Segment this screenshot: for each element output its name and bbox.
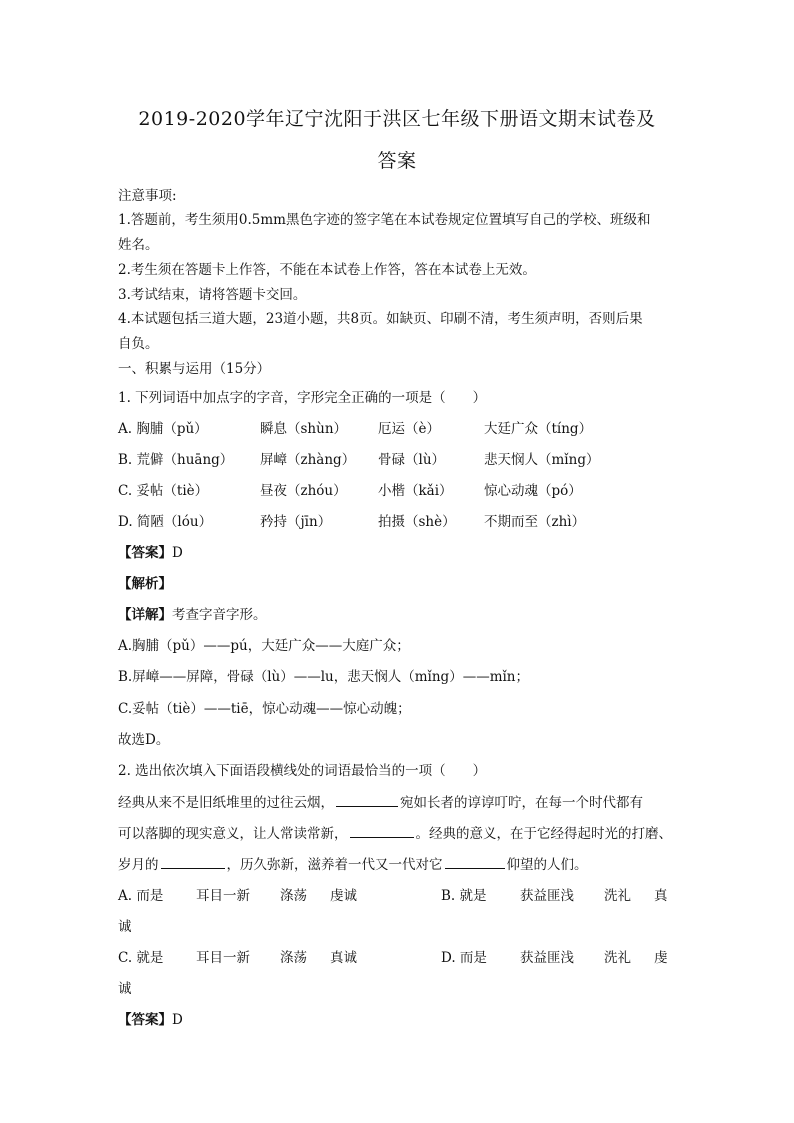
option-cell: 不期而至（zhì） bbox=[484, 514, 586, 530]
option-cell: 矜持（jīn） bbox=[260, 514, 332, 530]
option-cell: 屏嶂（zhàng） bbox=[260, 452, 356, 468]
q2-option-a-word2: 涤荡 bbox=[280, 888, 307, 904]
option-cell: A. 胸脯（pǔ） bbox=[118, 421, 208, 437]
q2-option-c-word3: 真诚 bbox=[330, 950, 357, 966]
passage-text: 可以落脚的现实意义，让人常读常新， bbox=[118, 826, 348, 842]
q2-option-b-wrap: 诚 bbox=[118, 919, 132, 935]
note-3: 3.考试结束，请将答题卡交回。 bbox=[118, 287, 307, 303]
option-cell: 大廷广众（tíng） bbox=[484, 421, 593, 437]
answer-label: 【答案】 bbox=[118, 545, 172, 561]
explanation-a: A.胸脯（pǔ）——pú，大廷广众——大庭广众； bbox=[118, 638, 410, 654]
detail-text: 考查字音字形。 bbox=[172, 607, 267, 623]
analysis-label: 【解析】 bbox=[118, 576, 172, 592]
q2-option-c-word1: 耳目一新 bbox=[196, 950, 250, 966]
passage-text: ，历久弥新，滋养着一代又一代对它 bbox=[226, 857, 443, 873]
section-heading: 一、积累与运用（15分） bbox=[118, 361, 271, 377]
q2-option-a-word3: 虔诚 bbox=[330, 888, 357, 904]
q2-option-d-wrap: 诚 bbox=[118, 981, 132, 997]
q2-option-c-word2: 涤荡 bbox=[280, 950, 307, 966]
q2-option-a-label: A. 而是 bbox=[118, 888, 164, 904]
note-1-cont: 姓名。 bbox=[118, 237, 159, 253]
q2-option-d-word3: 虔 bbox=[654, 950, 668, 966]
q1-answer bbox=[118, 541, 183, 561]
explanation-b: B.屏嶂——屏障，骨碌（lù）——lu，悲天悯人（mǐng）——mǐn； bbox=[118, 669, 530, 685]
question-1: 1. 下列词语中加点字的字音，字形完全正确的一项是（ ） bbox=[118, 390, 487, 406]
passage-line-3 bbox=[118, 853, 588, 873]
option-cell: 悲天悯人（mǐng） bbox=[484, 452, 600, 468]
option-cell: D. 简陋（lóu） bbox=[118, 514, 213, 530]
document-title-line2: 答案 bbox=[377, 150, 417, 172]
passage-text: 仰望的人们。 bbox=[506, 857, 588, 873]
option-cell: B. 荒僻（huāng） bbox=[118, 452, 234, 468]
fill-blank-4 bbox=[445, 854, 505, 869]
option-cell: 惊心动魂（pó） bbox=[484, 483, 582, 499]
passage-text: 经典从来不是旧纸堆里的过往云烟， bbox=[118, 795, 334, 811]
explanation-c: C.妥帖（tiè）——tiē，惊心动魂——惊心动魄； bbox=[118, 701, 411, 717]
q2-option-d-label: D. 而是 bbox=[441, 950, 487, 966]
q2-option-d-word2: 洗礼 bbox=[604, 950, 631, 966]
q2-option-b-word3: 真 bbox=[654, 888, 668, 904]
passage-text: 岁月的 bbox=[118, 857, 159, 873]
q2-option-d-word1: 获益匪浅 bbox=[520, 950, 574, 966]
option-cell: 拍摄（shè） bbox=[378, 514, 456, 530]
passage-text: 。经典的意义，在于它经得起时光的打磨、 bbox=[415, 826, 672, 842]
note-1: 1.答题前，考生须用0.5mm黑色字迹的签字笔在本试卷规定位置填写自己的学校、班级和 bbox=[118, 212, 651, 228]
conclusion: 故选D。 bbox=[118, 732, 170, 748]
question-2: 2. 选出依次填入下面语段横线处的词语最恰当的一项（ ） bbox=[118, 763, 487, 779]
passage-text: 宛如长者的谆谆叮咛，在每一个时代都有 bbox=[400, 795, 643, 811]
note-4-cont: 自负。 bbox=[118, 336, 159, 352]
q2-option-b-label: B. 就是 bbox=[441, 888, 487, 904]
answer-label: 【答案】 bbox=[118, 1012, 172, 1028]
document-title-line1: 2019-2020学年辽宁沈阳于洪区七年级下册语文期末试卷及 bbox=[138, 108, 656, 130]
answer-value: D bbox=[172, 545, 183, 561]
fill-blank-2 bbox=[350, 823, 414, 838]
q2-option-b-word2: 洗礼 bbox=[604, 888, 631, 904]
option-cell: 昼夜（zhóu） bbox=[260, 483, 347, 499]
fill-blank-1 bbox=[336, 792, 398, 807]
note-4: 4.本试题包括三道大题，23道小题，共8页。如缺页、印刷不清，考生须声明，否则后果 bbox=[118, 311, 643, 327]
option-cell: C. 妥帖（tiè） bbox=[118, 483, 209, 499]
q2-option-b-word1: 获益匪浅 bbox=[520, 888, 574, 904]
q2-answer bbox=[118, 1008, 183, 1028]
option-cell: 小楷（kǎi） bbox=[378, 483, 453, 499]
notes-heading: 注意事项: bbox=[118, 188, 177, 204]
answer-value: D bbox=[172, 1012, 183, 1028]
option-cell: 瞬息（shùn） bbox=[260, 421, 348, 437]
note-2: 2.考生须在答题卡上作答，不能在本试卷上作答，答在本试卷上无效。 bbox=[118, 262, 536, 278]
option-cell: 厄运（è） bbox=[378, 421, 440, 437]
passage-line-1 bbox=[118, 791, 643, 811]
fill-blank-3 bbox=[161, 854, 225, 869]
detail-line bbox=[118, 603, 267, 623]
q2-option-c-label: C. 就是 bbox=[118, 950, 164, 966]
detail-label: 【详解】 bbox=[118, 607, 172, 623]
q2-option-a-word1: 耳目一新 bbox=[196, 888, 250, 904]
option-cell: 骨碌（lù） bbox=[378, 452, 446, 468]
passage-line-2 bbox=[118, 822, 672, 842]
